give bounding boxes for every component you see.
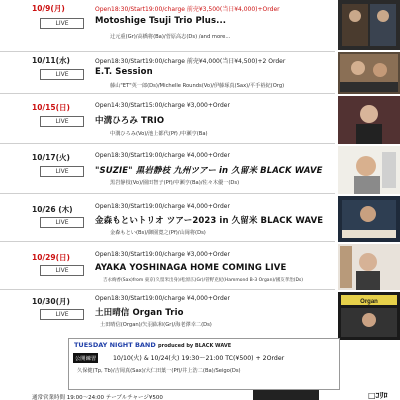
event-row xyxy=(0,0,335,52)
event-members: 吉永絢香(Sax)from 東京(久留米出身)/松原広(Gr)/菅野克紀(Hammond B-3 Organ)/國友孝治(Ds) xyxy=(103,278,304,283)
venue-logo: □ｺﾘﾛ xyxy=(368,391,388,400)
event-info: Open18:30/Start19:00/charge 前売¥3,500(当日¥4,000)+Order xyxy=(95,6,280,13)
event-title: 中溝ひろみ TRIO xyxy=(95,116,165,126)
tuesday-title-text: TUESDAY NIGHT BAND xyxy=(74,341,156,349)
event-date: 10/17(火) xyxy=(32,153,70,162)
tuesday-subtitle: produced by BLACK WAVE xyxy=(158,343,232,349)
svg-text:Organ: Organ xyxy=(360,299,378,305)
live-badge: LIVE xyxy=(40,265,84,276)
artist-photo xyxy=(338,292,400,340)
event-row xyxy=(0,290,335,336)
artist-photo xyxy=(338,146,400,194)
event-members: 土田晴信(Organ)/矢羽紘和(Gr)/海老澤幸二(Ds) xyxy=(100,322,212,328)
event-members: 中溝ひろみ(Vo)/池上都代(Pf) /中瀬亨(Ba) xyxy=(110,131,208,137)
live-badge: LIVE xyxy=(40,69,84,80)
event-info: Open14:30/Start15:00/charge ¥3,000+Order xyxy=(95,102,230,109)
event-date: 10/26 (木) xyxy=(32,205,73,214)
event-row xyxy=(0,194,335,242)
live-badge: LIVE xyxy=(40,116,84,127)
artist-photo xyxy=(338,196,400,242)
artist-photo xyxy=(338,244,400,290)
photo-column xyxy=(338,0,400,362)
event-date: 10/15(日) xyxy=(32,103,70,112)
footer-banner xyxy=(253,390,319,400)
event-info: Open18:30/Start19:00/charge ¥4,000+Order xyxy=(95,152,230,159)
artist-photo xyxy=(338,52,400,94)
live-badge: LIVE xyxy=(40,309,84,320)
artist-photo xyxy=(338,96,400,144)
event-row xyxy=(0,52,335,94)
event-row xyxy=(0,94,335,144)
tuesday-night-band-box xyxy=(68,338,340,390)
event-info: Open18:30/Start19:00/charge ¥3,000+Order xyxy=(95,251,230,258)
event-title: 金森もといトリオ ツアー2023 in 久留米 BLACK WAVE xyxy=(95,216,324,226)
event-date: 10/9(月) xyxy=(32,4,65,13)
event-title: "SUZIE" 黒岩静枝 九州ツアー in 久留米 BLACK WAVE xyxy=(95,166,323,176)
live-badge: LIVE xyxy=(40,18,84,29)
event-title: Motoshige Tsuji Trio Plus... xyxy=(95,16,227,26)
live-badge: LIVE xyxy=(40,217,84,228)
tuesday-info: 10/10(火) & 10/24(火) 19:30～21:00 TC(¥500) + 2Order xyxy=(113,355,285,362)
event-title: 土田晴信 Organ Trio xyxy=(95,308,184,318)
event-title: E.T. Session xyxy=(95,67,153,77)
tuesday-members: 久保健(Tp, Tb)/吉岡真(Sax)/大仁田葉一(Pf)/井上浩二(Ba)/Seigo(Ds) xyxy=(77,368,241,374)
event-info: Open18:30/Start19:00/charge ¥4,000+Order xyxy=(95,295,230,302)
artist-photo xyxy=(338,0,400,50)
event-date: 10/30(月) xyxy=(32,297,70,306)
event-row xyxy=(0,242,335,290)
public-practice-tag: 公開練習 xyxy=(73,353,98,363)
event-info: Open18:30/Start19:00/charge ¥4,000+Order xyxy=(95,203,230,210)
live-badge: LIVE xyxy=(40,166,84,177)
business-hours: 通常営業時間 19:00～24:00 テーブルチャージ¥500 xyxy=(32,395,163,400)
event-title: AYAKA YOSHINAGA HOME COMING LIVE xyxy=(95,263,287,273)
event-date: 10/11(水) xyxy=(32,56,70,65)
event-row xyxy=(0,144,335,194)
event-members: 藤山"ET"英一郎(Ds)/Michelle Rounds(Vo)/伊藤琢真(Sax)/平手裕紀(Org) xyxy=(110,83,285,89)
event-members: 金森もとい(Bs)/御園寛之(Pf)/山岡将(Ds) xyxy=(110,230,206,236)
event-members: 辻元重(Gr)/高橋将(Ba)/菅原高志(Ds) /and more... xyxy=(110,34,231,40)
tuesday-title xyxy=(74,341,231,349)
event-date: 10/29(日) xyxy=(32,253,70,262)
event-info: Open18:30/Start19:00/charge 前売¥4,000(当日¥4,500)+2 Order xyxy=(95,58,286,65)
event-members: 黒岩静枝(Vo)/園田智子(Pf)/中瀬亨(Ba)/佐々木優一(Ds) xyxy=(110,180,240,186)
